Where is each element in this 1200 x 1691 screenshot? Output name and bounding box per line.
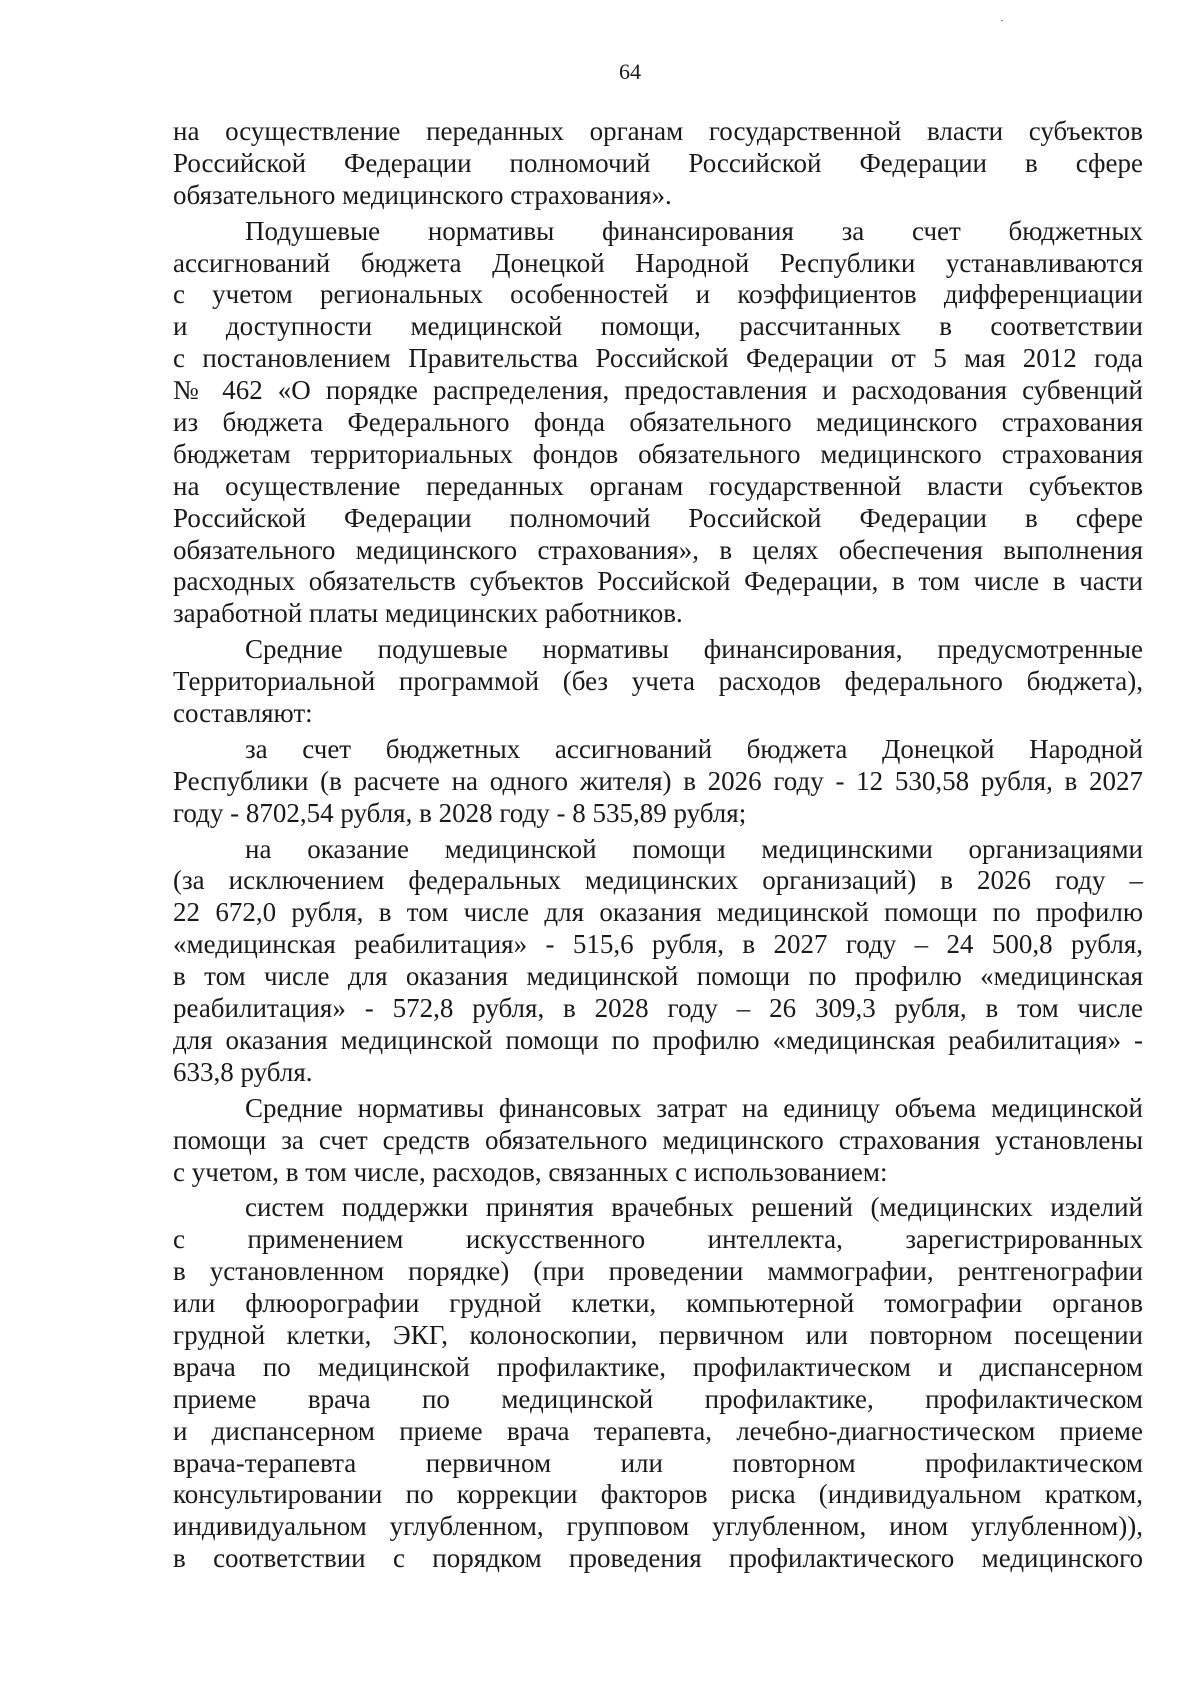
text-line: консультировании по коррекции факторов риска (индивидуальном кратком,: [173, 1479, 1143, 1510]
text-line: систем поддержки принятия врачебных решений (медицинских изделий: [245, 1192, 1143, 1223]
text-line: «медицинская реабилитация» - 515,6 рубля, в 2027 году – 24 500,8 рубля,: [173, 929, 1143, 960]
text-line: году - 8702,54 рубля, в 2028 году - 8 535,89 рубля;: [173, 797, 747, 828]
text-line: Средние нормативы финансовых затрат на единицу объема медицинской: [245, 1092, 1143, 1123]
text-line: на осуществление переданных органам государственной власти субъектов: [173, 470, 1143, 501]
text-line: индивидуальном углубленном, групповом углубленном, ином углубленном)),: [173, 1511, 1143, 1542]
text-line: 22 672,0 рубля, в том числе для оказания медицинской помощи по профилю: [173, 897, 1143, 928]
text-line: 633,8 рубля.: [173, 1056, 313, 1087]
text-line: ассигнований бюджета Донецкой Народной Республики устанавливаются: [173, 247, 1143, 278]
text-line: с применением искусственного интеллекта, зарегистрированных: [173, 1224, 1143, 1255]
text-line: и доступности медицинской помощи, рассчитанных в соответствии: [173, 311, 1143, 342]
paragraph: [173, 634, 1143, 730]
text-line: Средние подушевые нормативы финансирования, предусмотренные: [245, 634, 1143, 665]
text-line: или флюорографии грудной клетки, компьютерной томографии органов: [173, 1288, 1143, 1319]
paragraph: [173, 734, 1143, 830]
text-line: Республики (в расчете на одного жителя) в 2026 году - 12 530,58 рубля, в 2027: [173, 765, 1143, 796]
text-line: за счет бюджетных ассигнований бюджета Донецкой Народной: [245, 733, 1143, 764]
page-number: 64: [619, 59, 641, 84]
text-line: с учетом региональных особенностей и коэффициентов дифференциации: [173, 279, 1143, 310]
paragraph: [173, 1093, 1143, 1189]
text-line: Российской Федерации полномочий Российской Федерации в сфере: [173, 147, 1143, 178]
text-line: расходных обязательств субъектов Российской Федерации, в том числе в части: [173, 566, 1143, 597]
text-line: № 462 «О порядке распределения, предоставления и расходования субвенций: [173, 375, 1143, 406]
paragraph: [173, 216, 1143, 631]
text-line: бюджетам территориальных фондов обязательного медицинского страхования: [173, 438, 1143, 469]
document-body: [173, 116, 1143, 1575]
scan-mark: [1001, 20, 1003, 21]
text-line: врача по медицинской профилактике, профилактическом и диспансерном: [173, 1351, 1143, 1382]
text-line: приеме врача по медицинской профилактике, профилактическом: [173, 1383, 1143, 1414]
text-line: для оказания медицинской помощи по профилю «медицинская реабилитация» -: [173, 1024, 1143, 1055]
text-line: составляют:: [173, 698, 313, 729]
text-line: на осуществление переданных органам государственной власти субъектов: [173, 116, 1143, 146]
text-line: с учетом, в том числе, расходов, связанных с использованием:: [173, 1156, 888, 1187]
text-line: реабилитация» - 572,8 рубля, в 2028 году – 26 309,3 рубля, в том числе: [173, 993, 1143, 1024]
text-line: в том числе для оказания медицинской помощи по профилю «медицинская: [173, 961, 1143, 992]
text-line: заработной платы медицинских работников.: [173, 598, 683, 629]
text-line: (за исключением федеральных медицинских организаций) в 2026 году –: [173, 865, 1143, 896]
text-line: обязательного медицинского страхования».: [173, 179, 672, 210]
text-line: на оказание медицинской помощи медицинскими организациями: [245, 833, 1143, 864]
text-line: помощи за счет средств обязательного медицинского страхования установлены: [173, 1124, 1143, 1155]
text-line: и диспансерном приеме врача терапевта, лечебно-диагностическом приеме: [173, 1415, 1143, 1446]
text-line: из бюджета Федерального фонда обязательного медицинского страхования: [173, 407, 1143, 438]
text-line: Подушевые нормативы финансирования за счет бюджетных: [245, 215, 1143, 246]
paragraph: [173, 116, 1143, 212]
text-line: Российской Федерации полномочий Российской Федерации в сфере: [173, 502, 1143, 533]
text-line: врача-терапевта первичном или повторном профилактическом: [173, 1447, 1143, 1478]
text-line: в соответствии с порядком проведения профилактического медицинского: [173, 1543, 1143, 1574]
text-line: обязательного медицинского страхования», в целях обеспечения выполнения: [173, 534, 1143, 565]
text-line: с постановлением Правительства Российской Федерации от 5 мая 2012 года: [173, 343, 1143, 374]
text-line: грудной клетки, ЭКГ, колоноскопии, первичном или повторном посещении: [173, 1319, 1143, 1350]
paragraph: [173, 1192, 1143, 1575]
paragraph: [173, 834, 1143, 1089]
text-line: в установленном порядке) (при проведении маммографии, рентгенографии: [173, 1256, 1143, 1287]
text-line: Территориальной программой (без учета расходов федерального бюджета),: [173, 666, 1143, 697]
